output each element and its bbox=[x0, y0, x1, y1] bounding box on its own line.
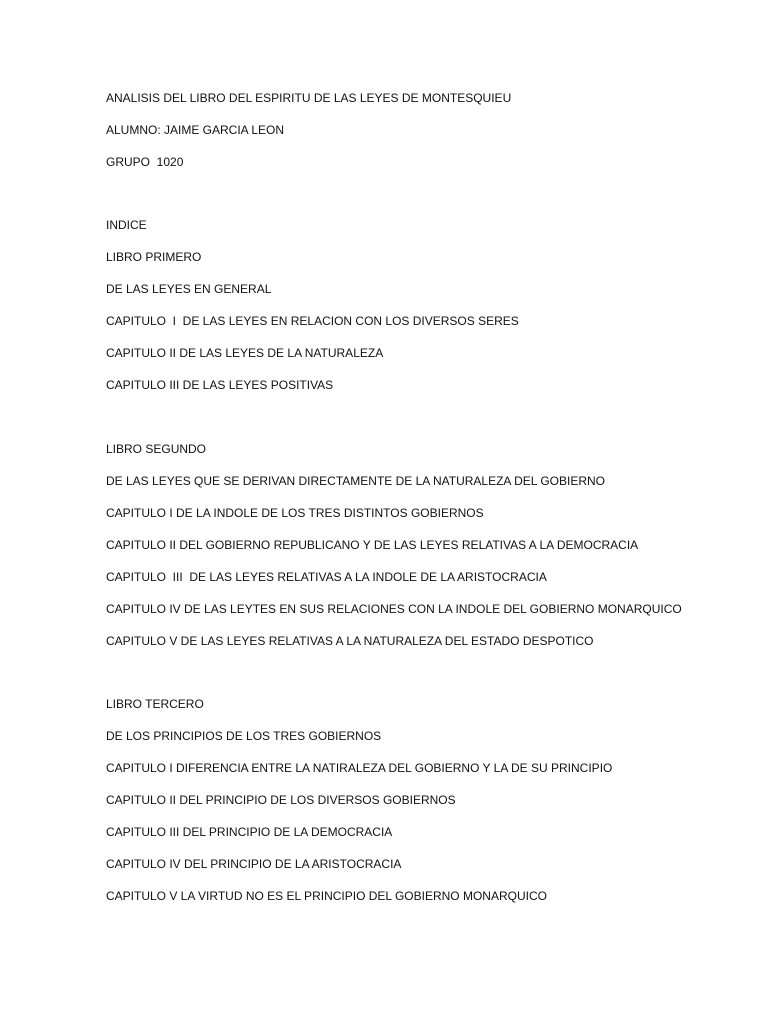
chapter-entry: CAPITULO II DEL PRINCIPIO DE LOS DIVERSOS GOBIERNOS bbox=[106, 793, 456, 807]
chapter-entry: CAPITULO III DEL PRINCIPIO DE LA DEMOCRACIA bbox=[106, 825, 393, 839]
index-heading: INDICE bbox=[106, 218, 147, 232]
chapter-entry: CAPITULO III DE LAS LEYES RELATIVAS A LA INDOLE DE LA ARISTOCRACIA bbox=[106, 570, 547, 584]
book-subtitle: DE LOS PRINCIPIOS DE LOS TRES GOBIERNOS bbox=[106, 729, 382, 743]
chapter-entry: CAPITULO I DIFERENCIA ENTRE LA NATIRALEZA DEL GOBIERNO Y LA DE SU PRINCIPIO bbox=[106, 761, 613, 775]
chapter-entry: CAPITULO IV DE LAS LEYTES EN SUS RELACIONES CON LA INDOLE DEL GOBIERNO MONARQUICO bbox=[106, 602, 682, 616]
chapter-entry: CAPITULO V DE LAS LEYES RELATIVAS A LA NATURALEZA DEL ESTADO DESPOTICO bbox=[106, 634, 594, 648]
book-title: LIBRO PRIMERO bbox=[106, 250, 202, 264]
chapter-entry: CAPITULO I DE LAS LEYES EN RELACION CON LOS DIVERSOS SERES bbox=[106, 314, 519, 328]
book-subtitle: DE LAS LEYES EN GENERAL bbox=[106, 282, 272, 296]
book-title: LIBRO TERCERO bbox=[106, 697, 204, 711]
chapter-entry: CAPITULO II DEL GOBIERNO REPUBLICANO Y DE LAS LEYES RELATIVAS A LA DEMOCRACIA bbox=[106, 538, 639, 552]
chapter-entry: CAPITULO II DE LAS LEYES DE LA NATURALEZA bbox=[106, 346, 384, 360]
group-number: GRUPO 1020 bbox=[106, 155, 184, 169]
document-title: ANALISIS DEL LIBRO DEL ESPIRITU DE LAS LEYES DE MONTESQUIEU bbox=[106, 91, 512, 105]
chapter-entry: CAPITULO III DE LAS LEYES POSITIVAS bbox=[106, 378, 334, 392]
student-name: ALUMNO: JAIME GARCIA LEON bbox=[106, 123, 285, 137]
chapter-entry: CAPITULO IV DEL PRINCIPIO DE LA ARISTOCRACIA bbox=[106, 857, 402, 871]
book-title: LIBRO SEGUNDO bbox=[106, 442, 207, 456]
chapter-entry: CAPITULO V LA VIRTUD NO ES EL PRINCIPIO DEL GOBIERNO MONARQUICO bbox=[106, 889, 547, 903]
chapter-entry: CAPITULO I DE LA INDOLE DE LOS TRES DISTINTOS GOBIERNOS bbox=[106, 506, 484, 520]
book-subtitle: DE LAS LEYES QUE SE DERIVAN DIRECTAMENTE DE LA NATURALEZA DEL GOBIERNO bbox=[106, 474, 606, 488]
